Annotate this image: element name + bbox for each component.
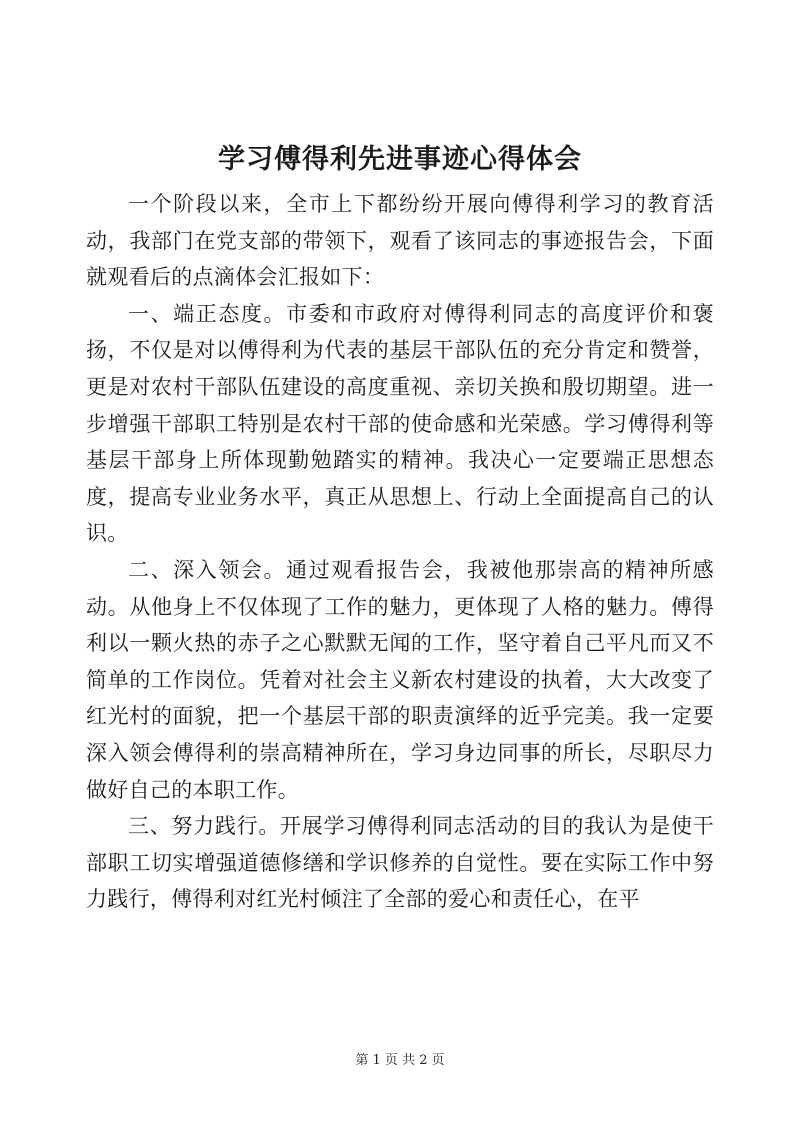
document-title: 学习傅得利先进事迹心得体会 (218, 144, 582, 175)
paragraph-section-3: 三、努力践行。开展学习傅得利同志活动的目的我认为是使干部职工切实增强道德修缮和学识修养的自觉性。要在实际工作中努力践行，傅得利对红光村倾注了全部的爱心和责任心，在平 (86, 814, 714, 912)
document-body (86, 186, 714, 918)
paragraph-intro: 一个阶段以来，全市上下都纷纷开展向傅得利学习的教育活动，我部门在党支部的带领下，观看了该同志的事迹报告会，下面就观看后的点滴体会汇报如下： (86, 192, 714, 290)
page-number-footer: 第 1 页 共 2 页 (355, 1053, 445, 1068)
paragraph-section-1: 一、端正态度。市委和市政府对傅得利同志的高度评价和褒扬，不仅是对以傅得利为代表的基层干部队伍的充分肯定和赞誉，更是对农村干部队伍建设的高度重视、亲切关换和殷切期望。进一步增强干部职工特别是农村干部的使命感和光荣感。学习傅得利等基层干部身上所体现勤勉踏实的精神。我决心一定要端正思想态度，提高专业业务水平，真正从思想上、行动上全面提高自己的认识。 (86, 301, 714, 546)
paragraph-section-2: 二、深入领会。通过观看报告会，我被他那崇高的精神所感动。从他身上不仅体现了工作的魅力，更体现了人格的魅力。傅得利以一颗火热的赤子之心默默无闻的工作，坚守着自己平凡而又不简单的工作岗位。凭着对社会主义新农村建设的执着，大大改变了红光村的面貌，把一个基层干部的职责演绎的近乎完美。我一定要深入领会傅得利的崇高精神所在，学习身边同事的所长，尽职尽力做好自己的本职工作。 (86, 557, 714, 802)
